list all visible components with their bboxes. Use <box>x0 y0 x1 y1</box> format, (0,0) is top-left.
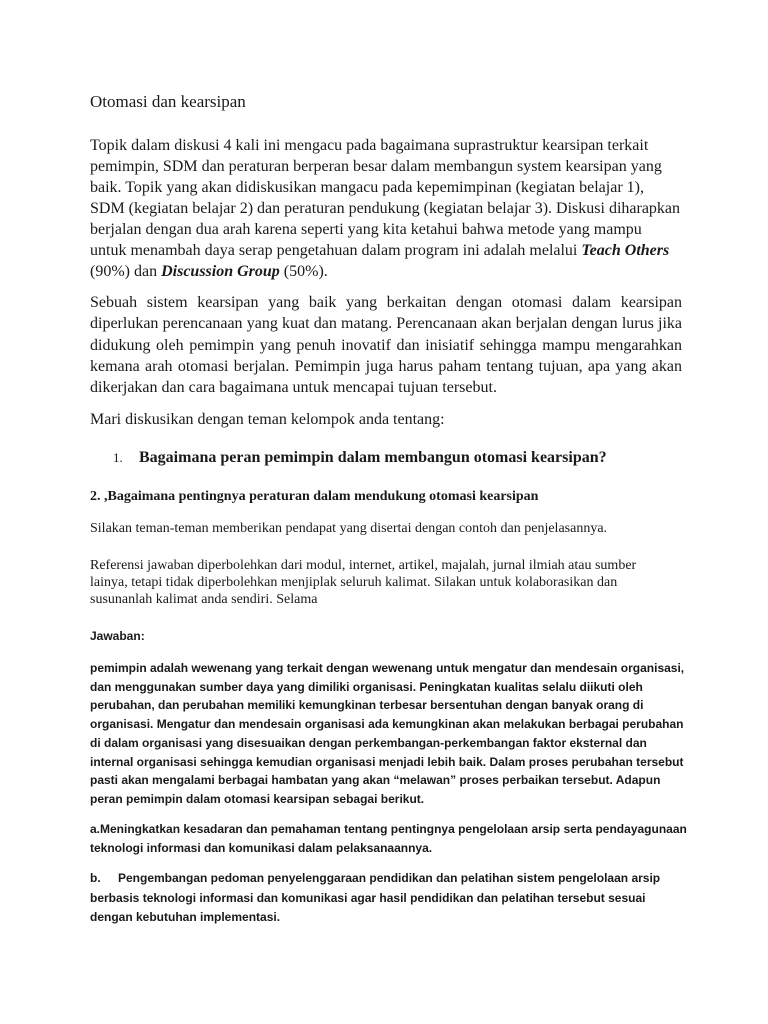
document-title: Otomasi dan kearsipan <box>90 92 246 111</box>
teach-others-percent: (90%) dan <box>90 263 162 280</box>
question-1-number: 1. <box>113 450 123 465</box>
system-paragraph: Sebuah sistem kearsipan yang baik yang berkaitan dengan otomasi dalam kearsipan diperlukan perencanaan yang kuat dan matang. Perencanaan akan berjalan dengan lurus jika didukung oleh pemimpin yang penuh inovatif dan inisiatif sehingga mampu mengarahkan kemana arah otomasi berjalan. Pemimpin juga harus paham tentang tujuan, apa yang akan dikerjakan dan cara bagaimana untuk mencapai tujuan tersebut. <box>90 294 682 397</box>
discussion-prompt: Mari diskusikan dengan teman kelompok anda tentang: <box>90 411 445 428</box>
reference-note: Referensi jawaban diperbolehkan dari modul, internet, artikel, majalah, jurnal ilmiah atau sumber lainya, tetapi tidak diperbolehkan menjiplak seluruh kalimat. Silakan untuk kolaborasikan dan susunanlah kalimat anda sendiri. Selama <box>90 558 637 607</box>
question-1-text: Bagaimana peran pemimpin dalam membangun otomasi kearsipan? <box>139 449 607 466</box>
answer-point-b <box>90 869 690 928</box>
teach-others-term: Teach Others <box>581 242 670 259</box>
question-1 <box>113 449 683 467</box>
answer-point-b-text: Pengembangan pedoman penyelenggaraan pendidikan dan pelatihan sistem pengelolaan arsip berbasis teknologi informasi dan komunikasi agar hasil pendidikan dan pelatihan tersebut sesuai dengan kebutuhan implementasi. <box>90 871 661 924</box>
intro-text: Topik dalam diskusi 4 kali ini mengacu pada bagaimana suprastruktur kearsipan terkait pemimpin, SDM dan peraturan berperan besar dalam membangun system kearsipan yang baik. Topik yang akan didiskusikan mangacu pada kepemimpinan (kegiatan belajar 1), SDM (kegiatan belajar 2) dan peraturan pendukung (kegiatan belajar 3). Diskusi diharapkan berjalan dengan dua arah karena seperti yang kita ketahui bahwa metode yang mampu untuk menambah daya serap pengetahuan dalam program ini adalah melalui <box>90 137 681 259</box>
discussion-group-percent: (50%). <box>279 263 328 280</box>
discussion-group-term: Discussion Group <box>161 263 280 280</box>
answer-point-a: a.Meningkatkan kesadaran dan pemahaman tentang pentingnya pengelolaan arsip serta pendayagunaan teknologi informasi dan komunikasi dalam pelaksanaannya. <box>90 822 687 855</box>
answer-label: Jawaban: <box>90 629 145 643</box>
answer-paragraph: pemimpin adalah wewenang yang terkait dengan wewenang untuk mengatur dan mendesain organisasi, dan menggunakan sumber daya yang dimiliki organisasi. Peningkatan kualitas selalu diikuti oleh perubahan, dan perubahan memiliki kemungkinan terbesar bersentuhan dengan banyak orang di organisasi. Mengatur dan mendesain organisasi ada kemungkinan akan melakukan berbagai perubahan di dalam organisasi yang disesuaikan dengan perkembangan-perkembangan faktor eksternal dan internal organisasi sehingga kemudian organisasi menjadi lebih baik. Dalam proses perubahan tersebut pasti akan mengalami berbagai hambatan yang akan “melawan” proses perbaikan tersebut. Adapun peran pemimpin dalam otomasi kearsipan sebagai berikut. <box>90 661 685 806</box>
instruction-text: Silakan teman-teman memberikan pendapat yang disertai dengan contoh dan penjelasannya. <box>90 521 608 536</box>
intro-paragraph <box>90 135 682 282</box>
answer-point-b-label: b. <box>90 871 101 885</box>
question-2: 2. ,Bagaimana pentingnya peraturan dalam mendukung otomasi kearsipan <box>90 489 539 504</box>
